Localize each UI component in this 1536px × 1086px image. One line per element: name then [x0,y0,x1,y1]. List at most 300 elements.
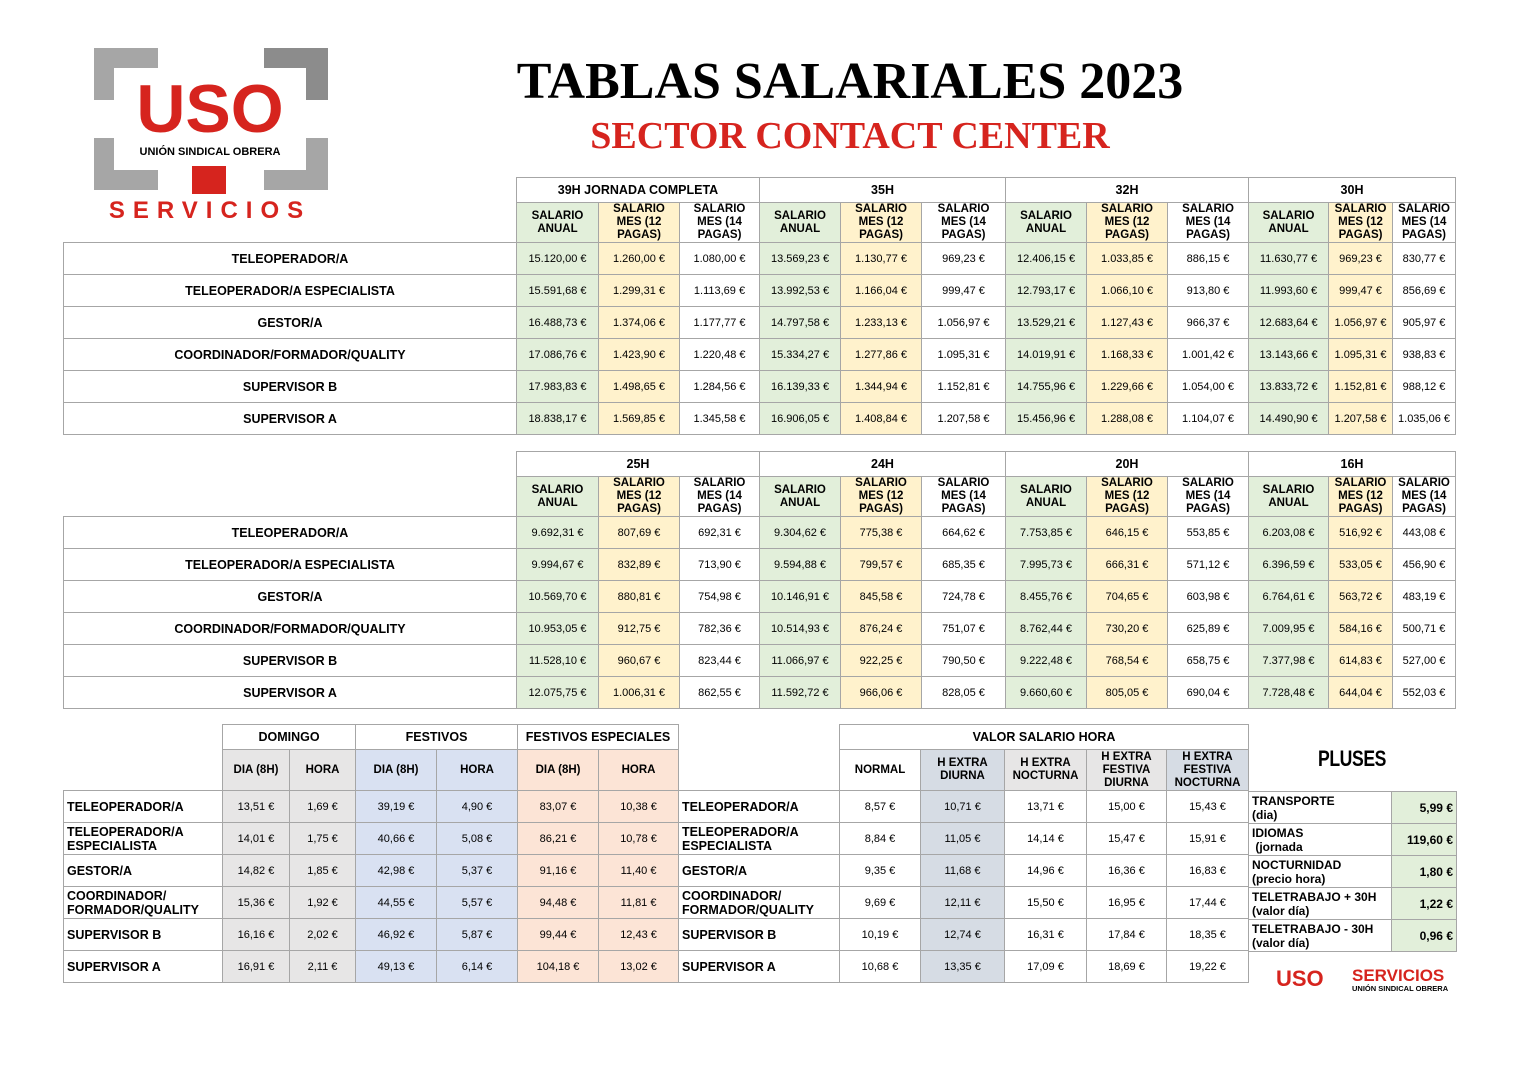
salary-value: 563,72 € [1329,581,1393,613]
hourly-value: 18,69 € [1087,951,1167,983]
hourly-value: 15,00 € [1087,791,1167,823]
salary-value: 17.086,76 € [517,339,599,371]
header-spacer [64,750,223,791]
salary-value: 16.139,33 € [760,371,841,403]
category-label: GESTOR/A [64,855,223,887]
table-row [64,645,1456,677]
plus-label [1249,920,1392,952]
salary-value: 1.152,81 € [922,371,1006,403]
salary-value: 1.345,58 € [680,403,760,435]
salary-value: 9.660,60 € [1006,677,1087,709]
column-header: SALARIO MES (12 PAGAS) [599,203,680,243]
extra-value: 5,57 € [437,887,518,919]
salary-value: 8.455,76 € [1006,581,1087,613]
salary-value: 533,05 € [1329,549,1393,581]
plus-name: TRANSPORTE [1252,793,1335,808]
category-label: TELEOPERADOR/A ESPECIALISTA [679,823,840,855]
hourly-value: 14,14 € [1005,823,1087,855]
category-label: SUPERVISOR B [64,371,517,403]
table-row [64,243,1456,275]
salary-value: 11.528,10 € [517,645,599,677]
hourly-value: 16,31 € [1005,919,1087,951]
header-spacer [64,725,223,750]
extra-value: 42,98 € [356,855,437,887]
category-label: TELEOPERADOR/A [64,517,517,549]
extra-value: 5,87 € [437,919,518,951]
plus-value: 1,22 € [1392,888,1457,920]
category-label: GESTOR/A [679,855,840,887]
hourly-value: 10,68 € [840,951,921,983]
logo-union-text: UNIÓN SINDICAL OBRERA [139,146,281,158]
column-header: SALARIO MES (12 PAGAS) [1087,203,1168,243]
salary-value: 685,35 € [922,549,1006,581]
group-header: VALOR SALARIO HORA [840,725,1249,750]
column-header: SALARIO ANUAL [517,203,599,243]
extras-table [63,724,679,983]
salary-value: 516,92 € [1329,517,1393,549]
hourly-value: 12,74 € [921,919,1005,951]
category-label: SUPERVISOR A [64,677,517,709]
salary-value: 646,15 € [1087,517,1168,549]
plus-label [1249,824,1392,856]
salary-value: 7.377,98 € [1249,645,1329,677]
salary-value: 644,04 € [1329,677,1393,709]
salary-value: 1.498,65 € [599,371,680,403]
salary-value: 7.009,95 € [1249,613,1329,645]
plus-name: TELETRABAJO - 30H [1252,921,1374,936]
salary-value: 966,06 € [841,677,922,709]
salary-value: 886,15 € [1168,243,1249,275]
salary-value: 1.095,31 € [1329,339,1393,371]
column-header: SALARIO ANUAL [1006,203,1087,243]
salary-value: 730,20 € [1087,613,1168,645]
salary-value: 1.260,00 € [599,243,680,275]
column-header: SALARIO MES (14 PAGAS) [922,203,1006,243]
column-header: SALARIO ANUAL [1249,477,1329,517]
salary-value: 664,62 € [922,517,1006,549]
group-header: 25H [517,452,760,477]
group-header: FESTIVOS [356,725,518,750]
column-header: SALARIO MES (14 PAGAS) [1168,203,1249,243]
table-row [64,275,1456,307]
salary-value: 584,16 € [1329,613,1393,645]
column-header: HORA [437,750,518,791]
salary-value: 1.054,00 € [1168,371,1249,403]
extra-value: 14,01 € [223,823,290,855]
extra-value: 13,51 € [223,791,290,823]
salary-value: 1.229,66 € [1087,371,1168,403]
salary-value: 10.146,91 € [760,581,841,613]
table-row [679,823,1249,855]
extra-value: 99,44 € [518,919,599,951]
salary-value: 999,47 € [922,275,1006,307]
salary-value: 9.994,67 € [517,549,599,581]
salary-value: 1.006,31 € [599,677,680,709]
salary-value: 912,75 € [599,613,680,645]
salary-value: 876,24 € [841,613,922,645]
column-header: SALARIO MES (12 PAGAS) [599,477,680,517]
extra-value: 104,18 € [518,951,599,983]
extra-value: 16,16 € [223,919,290,951]
category-label: TELEOPERADOR/A ESPECIALISTA [64,549,517,581]
hourly-value: 18,35 € [1167,919,1249,951]
group-header: 16H [1249,452,1456,477]
salary-value: 832,89 € [599,549,680,581]
column-header: HORA [290,750,356,791]
salary-value: 690,04 € [1168,677,1249,709]
extra-value: 39,19 € [356,791,437,823]
table-row [64,307,1456,339]
extra-value: 1,92 € [290,887,356,919]
table-row [679,887,1249,919]
column-header: SALARIO MES (12 PAGAS) [1329,203,1393,243]
hourly-value: 10,19 € [840,919,921,951]
table-row [64,339,1456,371]
category-label: SUPERVISOR A [679,951,840,983]
column-header: SALARIO MES (14 PAGAS) [1393,203,1456,243]
column-header: SALARIO ANUAL [517,477,599,517]
hourly-value: 15,91 € [1167,823,1249,855]
salary-value: 807,69 € [599,517,680,549]
salary-value: 7.728,48 € [1249,677,1329,709]
table-row [64,549,1456,581]
salary-value: 10.569,70 € [517,581,599,613]
salary-value: 1.066,10 € [1087,275,1168,307]
salary-value: 799,57 € [841,549,922,581]
salary-value: 552,03 € [1393,677,1456,709]
column-header: SALARIO ANUAL [760,203,841,243]
plus-value: 1,80 € [1392,856,1457,888]
salary-value: 805,05 € [1087,677,1168,709]
column-header: H EXTRA FESTIVA DIURNA [1087,750,1167,791]
table-row [1249,856,1457,888]
column-header: SALARIO MES (14 PAGAS) [1393,477,1456,517]
salary-value: 754,98 € [680,581,760,613]
salary-value: 966,37 € [1168,307,1249,339]
table-row [64,581,1456,613]
hourly-value: 17,09 € [1005,951,1087,983]
plus-value: 119,60 € [1392,824,1457,856]
salary-value: 692,31 € [680,517,760,549]
table-row [1249,888,1457,920]
salary-value: 1.220,48 € [680,339,760,371]
salary-value: 782,36 € [680,613,760,645]
salary-value: 1.033,85 € [1087,243,1168,275]
salary-value: 8.762,44 € [1006,613,1087,645]
hourly-table [678,724,1249,983]
salary-value: 1.113,69 € [680,275,760,307]
salary-value: 1.374,06 € [599,307,680,339]
column-header: SALARIO MES (12 PAGAS) [1329,477,1393,517]
table-row [1249,920,1457,952]
group-header: 24H [760,452,1006,477]
category-label: TELEOPERADOR/A [64,791,223,823]
hourly-value: 9,35 € [840,855,921,887]
salary-value: 12.406,15 € [1006,243,1087,275]
salary-value: 6.396,59 € [1249,549,1329,581]
hourly-value: 12,11 € [921,887,1005,919]
hourly-value: 19,22 € [1167,951,1249,983]
salary-value: 10.953,05 € [517,613,599,645]
plus-note: (valor día) [1252,903,1310,918]
salary-value: 1.233,13 € [841,307,922,339]
table-row [64,613,1456,645]
header-spacer [64,477,517,517]
salary-value: 625,89 € [1168,613,1249,645]
footer-logo [1276,964,1458,992]
salary-value: 14.019,91 € [1006,339,1087,371]
plus-note: (jornada [1252,839,1303,854]
salary-value: 862,55 € [680,677,760,709]
table-row [679,919,1249,951]
salary-value: 751,07 € [922,613,1006,645]
salary-value: 969,23 € [922,243,1006,275]
extra-value: 13,02 € [599,951,679,983]
hourly-value: 16,83 € [1167,855,1249,887]
group-header: DOMINGO [223,725,356,750]
salary-value: 13.529,21 € [1006,307,1087,339]
extra-value: 46,92 € [356,919,437,951]
salary-value: 1.207,58 € [1329,403,1393,435]
hourly-value: 16,36 € [1087,855,1167,887]
table-row [64,855,679,887]
salary-value: 960,67 € [599,645,680,677]
salary-value: 905,97 € [1393,307,1456,339]
salary-value: 500,71 € [1393,613,1456,645]
category-label: SUPERVISOR A [64,951,223,983]
salary-value: 1.207,58 € [922,403,1006,435]
table-row [64,951,679,983]
category-label: TELEOPERADOR/A ESPECIALISTA [64,823,223,855]
header-spacer [64,452,517,477]
salary-value: 9.304,62 € [760,517,841,549]
salary-table-top [63,177,1456,435]
category-label: SUPERVISOR B [679,919,840,951]
logo-servicios-text: SERVICIOS [108,197,312,224]
table-row [64,791,679,823]
header-spacer [679,750,840,791]
column-header: DIA (8H) [223,750,290,791]
extra-value: 14,82 € [223,855,290,887]
salary-value: 6.203,08 € [1249,517,1329,549]
salary-table-bottom [63,451,1456,709]
extra-value: 83,07 € [518,791,599,823]
plus-value: 5,99 € [1392,792,1457,824]
salary-value: 1.288,08 € [1087,403,1168,435]
page-subtitle: SECTOR CONTACT CENTER [590,115,1110,157]
extra-value: 10,78 € [599,823,679,855]
salary-value: 527,00 € [1393,645,1456,677]
column-header: H EXTRA FESTIVA NOCTURNA [1167,750,1249,791]
salary-value: 704,65 € [1087,581,1168,613]
hourly-value: 9,69 € [840,887,921,919]
salary-value: 1.095,31 € [922,339,1006,371]
category-label: TELEOPERADOR/A [679,791,840,823]
salary-value: 13.143,66 € [1249,339,1329,371]
salary-value: 922,25 € [841,645,922,677]
group-header: 39H JORNADA COMPLETA [517,178,760,203]
salary-value: 9.692,31 € [517,517,599,549]
salary-value: 658,75 € [1168,645,1249,677]
table-row [679,855,1249,887]
salary-value: 15.334,27 € [760,339,841,371]
category-label: TELEOPERADOR/A [64,243,517,275]
salary-value: 7.995,73 € [1006,549,1087,581]
salary-value: 13.833,72 € [1249,371,1329,403]
salary-value: 999,47 € [1329,275,1393,307]
salary-value: 1.299,31 € [599,275,680,307]
column-header: SALARIO MES (14 PAGAS) [680,477,760,517]
salary-value: 9.594,88 € [760,549,841,581]
category-label: GESTOR/A [64,581,517,613]
column-header: NORMAL [840,750,921,791]
category-label: COORDINADOR/ FORMADOR/QUALITY [679,887,840,919]
salary-value: 553,85 € [1168,517,1249,549]
pluses-title: PLUSES [1317,746,1387,771]
salary-value: 1.080,00 € [680,243,760,275]
salary-value: 1.344,94 € [841,371,922,403]
pluses-table [1248,791,1457,952]
table-row [1249,824,1457,856]
plus-label [1249,856,1392,888]
salary-value: 10.514,93 € [760,613,841,645]
salary-value: 13.569,23 € [760,243,841,275]
extra-value: 1,69 € [290,791,356,823]
salary-value: 6.764,61 € [1249,581,1329,613]
salary-value: 1.168,33 € [1087,339,1168,371]
extra-value: 12,43 € [599,919,679,951]
hourly-value: 13,71 € [1005,791,1087,823]
salary-value: 7.753,85 € [1006,517,1087,549]
group-header: 30H [1249,178,1456,203]
plus-name: NOCTURNIDAD [1252,857,1342,872]
category-label: COORDINADOR/FORMADOR/QUALITY [64,339,517,371]
extra-value: 44,55 € [356,887,437,919]
salary-value: 1.001,42 € [1168,339,1249,371]
salary-value: 15.591,68 € [517,275,599,307]
salary-value: 790,50 € [922,645,1006,677]
extra-value: 2,11 € [290,951,356,983]
footer-logo-sub: UNIÓN SINDICAL OBRERA [1352,984,1449,992]
salary-value: 1.130,77 € [841,243,922,275]
salary-value: 1.408,84 € [841,403,922,435]
salary-value: 14.797,58 € [760,307,841,339]
salary-value: 856,69 € [1393,275,1456,307]
salary-value: 614,83 € [1329,645,1393,677]
extra-value: 10,38 € [599,791,679,823]
salary-value: 1.056,97 € [1329,307,1393,339]
column-header: SALARIO MES (14 PAGAS) [922,477,1006,517]
hourly-value: 14,96 € [1005,855,1087,887]
salary-value: 1.277,86 € [841,339,922,371]
extra-value: 1,85 € [290,855,356,887]
salary-value: 845,58 € [841,581,922,613]
category-label: SUPERVISOR B [64,645,517,677]
header-spacer [64,178,517,203]
salary-value: 1.166,04 € [841,275,922,307]
header-spacer [64,203,517,243]
table-row [64,823,679,855]
column-header: H EXTRA NOCTURNA [1005,750,1087,791]
table-row [64,403,1456,435]
plus-note: (dia) [1252,807,1278,822]
salary-value: 988,12 € [1393,371,1456,403]
column-header: SALARIO MES (14 PAGAS) [680,203,760,243]
salary-value: 443,08 € [1393,517,1456,549]
salary-value: 775,38 € [841,517,922,549]
hourly-value: 8,57 € [840,791,921,823]
salary-value: 571,12 € [1168,549,1249,581]
footer-logo-servicios: SERVICIOS [1352,966,1445,985]
extra-value: 49,13 € [356,951,437,983]
hourly-value: 11,68 € [921,855,1005,887]
salary-value: 1.127,43 € [1087,307,1168,339]
salary-value: 12.793,17 € [1006,275,1087,307]
extra-value: 6,14 € [437,951,518,983]
column-header: DIA (8H) [356,750,437,791]
column-header: SALARIO ANUAL [1006,477,1087,517]
group-header: FESTIVOS ESPECIALES [518,725,679,750]
salary-value: 16.488,73 € [517,307,599,339]
salary-value: 12.075,75 € [517,677,599,709]
salary-value: 823,44 € [680,645,760,677]
salary-value: 666,31 € [1087,549,1168,581]
extra-value: 11,81 € [599,887,679,919]
category-label: COORDINADOR/ FORMADOR/QUALITY [64,887,223,919]
extra-value: 40,66 € [356,823,437,855]
salary-value: 9.222,48 € [1006,645,1087,677]
table-row [679,791,1249,823]
salary-value: 1.423,90 € [599,339,680,371]
column-header: H EXTRA DIURNA [921,750,1005,791]
salary-value: 880,81 € [599,581,680,613]
table-row [679,951,1249,983]
column-header: SALARIO MES (14 PAGAS) [1168,477,1249,517]
salary-value: 830,77 € [1393,243,1456,275]
salary-value: 11.993,60 € [1249,275,1329,307]
salary-value: 15.456,96 € [1006,403,1087,435]
extra-value: 4,90 € [437,791,518,823]
hourly-value: 15,50 € [1005,887,1087,919]
salary-value: 938,83 € [1393,339,1456,371]
table-row [64,517,1456,549]
salary-value: 1.056,97 € [922,307,1006,339]
column-header: SALARIO MES (12 PAGAS) [841,203,922,243]
hourly-value: 13,35 € [921,951,1005,983]
plus-label [1249,792,1392,824]
plus-value: 0,96 € [1392,920,1457,952]
extra-value: 86,21 € [518,823,599,855]
column-header: DIA (8H) [518,750,599,791]
extra-value: 5,37 € [437,855,518,887]
table-row [64,677,1456,709]
salary-value: 969,23 € [1329,243,1393,275]
plus-name: IDIOMAS [1252,825,1304,840]
extra-value: 15,36 € [223,887,290,919]
extra-value: 1,75 € [290,823,356,855]
extra-value: 2,02 € [290,919,356,951]
salary-value: 1.035,06 € [1393,403,1456,435]
extra-value: 91,16 € [518,855,599,887]
column-header: SALARIO ANUAL [760,477,841,517]
extra-value: 94,48 € [518,887,599,919]
salary-value: 603,98 € [1168,581,1249,613]
salary-value: 456,90 € [1393,549,1456,581]
salary-value: 18.838,17 € [517,403,599,435]
salary-value: 483,19 € [1393,581,1456,613]
group-header: 20H [1006,452,1249,477]
group-header: 35H [760,178,1006,203]
